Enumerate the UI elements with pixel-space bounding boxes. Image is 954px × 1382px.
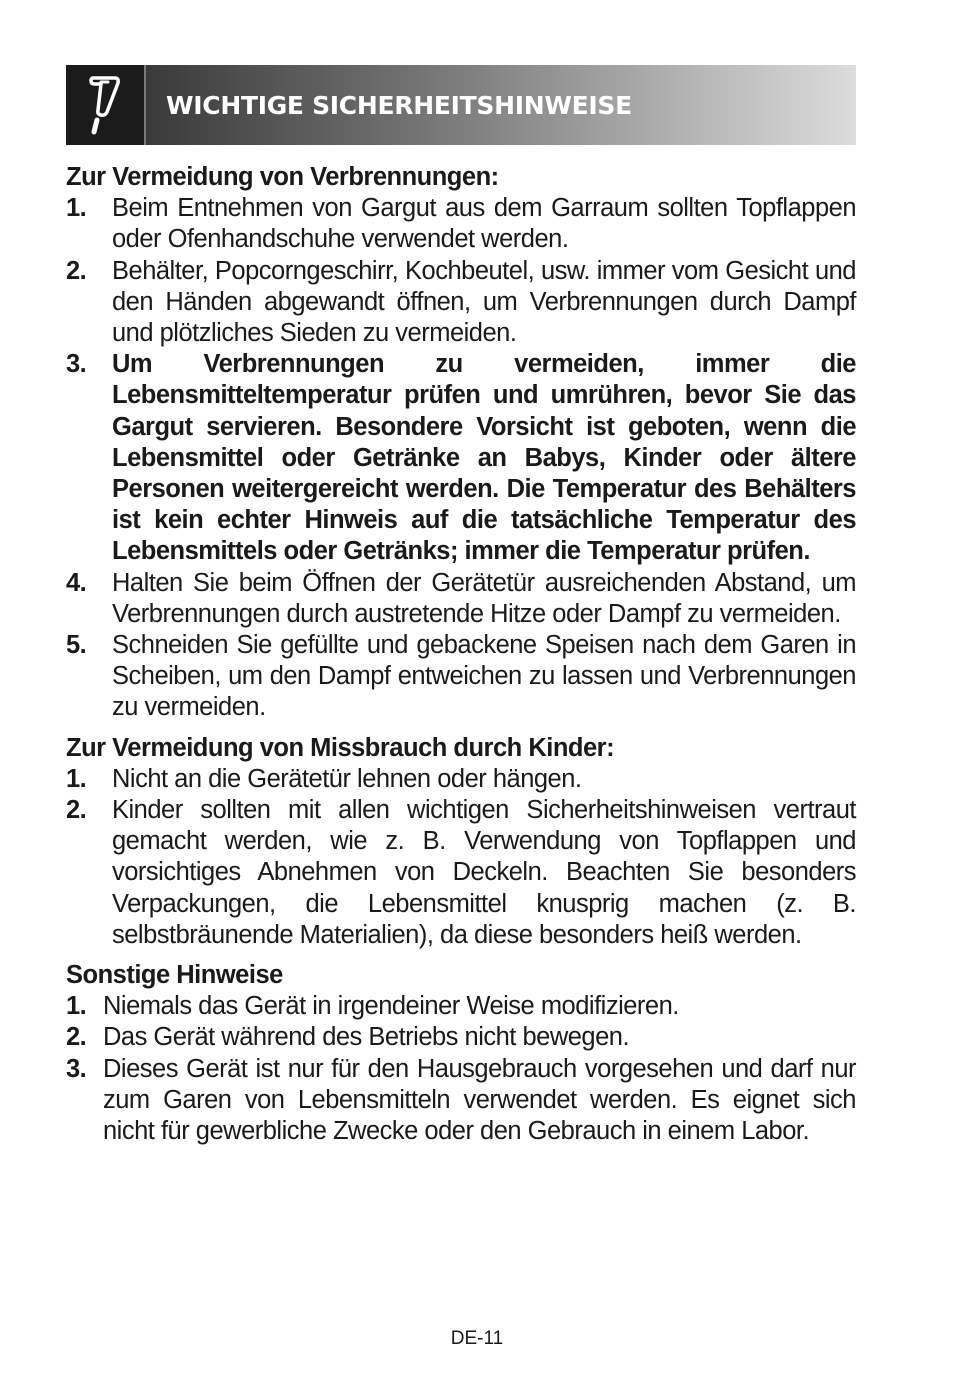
list-item <box>66 1054 856 1148</box>
item-text: Das Gerät während des Betriebs nicht bewegen. <box>103 1023 630 1052</box>
item-number: 1. <box>66 992 87 1021</box>
section-heading: Zur Vermeidung von Verbrennungen: <box>66 163 499 191</box>
list-item <box>66 764 856 795</box>
content <box>66 162 856 1147</box>
section-burns <box>66 162 856 724</box>
item-list <box>66 764 856 951</box>
header-bar <box>146 65 856 145</box>
list-item <box>66 991 856 1022</box>
item-text: Schneiden Sie gefüllte und gebackene Speisen nach dem Garen in Scheiben, um den Dampf entweichen zu lassen und Verbrennungen zu vermeiden. <box>112 631 856 722</box>
item-text: Beim Entnehmen von Gargut aus dem Garraum sollten Topflappen oder Ofenhandschuhe verwendet werden. <box>112 194 856 254</box>
item-text: Um Verbrennungen zu vermeiden, immer die Lebensmitteltemperatur prüfen und umrühren, bevor Sie das Gargut servieren. Besondere Vorsicht ist geboten, wenn die Lebensmittel oder Getränke an Babys, Kinder oder ältere Personen weitergereicht werden. Die Temperatur des Behälters ist kein echter Hinweis auf die tatsächliche Temperatur des Lebensmittels oder Getränks; immer die Temperatur prüfen. <box>112 350 856 566</box>
item-list <box>66 991 856 1147</box>
item-text: Kinder sollten mit allen wichtigen Sicherheitshinweisen vertraut gemacht werden, wie z. B. Verwendung von Topflappen und vorsichtiges Abnehmen von Deckeln. Beachten Sie besonders Verpackungen, die Lebensmittel knusprig machen (z. B. selbstbräunende Materialien), da diese besonders heiß werden. <box>112 796 856 949</box>
item-number: 2. <box>66 1023 87 1052</box>
item-number: 1. <box>66 764 87 793</box>
list-item <box>66 349 856 567</box>
page-title: WICHTIGE SICHERHEITSHINWEISE <box>166 90 632 120</box>
item-list <box>66 193 856 723</box>
page-number: DE-11 <box>450 1328 504 1349</box>
item-text: Dieses Gerät ist nur für den Hausgebrauch vorgesehen und darf nur zum Garen von Lebensmitteln verwendet werden. Es eignet sich nicht für gewerbliche Zwecke oder den Gebrauch in einem Labor. <box>103 1054 856 1146</box>
list-item <box>66 193 856 255</box>
section-heading: Zur Vermeidung von Missbrauch durch Kinder: <box>66 733 615 762</box>
exclamation-icon <box>66 65 146 145</box>
item-number: 4. <box>66 568 87 597</box>
list-item <box>66 568 856 630</box>
item-text: Niemals das Gerät in irgendeiner Weise modifizieren. <box>103 992 679 1021</box>
section-other <box>66 960 856 1147</box>
section-header <box>66 65 856 145</box>
section-heading: Sonstige Hinweise <box>66 961 283 990</box>
list-item <box>66 630 856 724</box>
item-number: 3. <box>66 350 87 379</box>
list-item <box>66 256 856 350</box>
item-number: 2. <box>66 256 87 285</box>
list-item <box>66 795 856 951</box>
item-number: 5. <box>66 631 87 660</box>
item-number: 1. <box>66 194 87 223</box>
section-children <box>66 733 856 951</box>
item-text: Nicht an die Gerätetür lehnen oder hängen. <box>112 764 582 793</box>
item-number: 2. <box>66 796 87 825</box>
item-text: Halten Sie beim Öffnen der Gerätetür ausreichenden Abstand, um Verbrennungen durch austretende Hitze oder Dampf zu vermeiden. <box>112 568 856 628</box>
list-item <box>66 1022 856 1053</box>
item-number: 3. <box>66 1054 87 1083</box>
item-text: Behälter, Popcorngeschirr, Kochbeutel, usw. immer vom Gesicht und den Händen abgewandt öffnen, um Verbrennungen durch Dampf und plötzliches Sieden zu vermeiden. <box>112 256 856 348</box>
